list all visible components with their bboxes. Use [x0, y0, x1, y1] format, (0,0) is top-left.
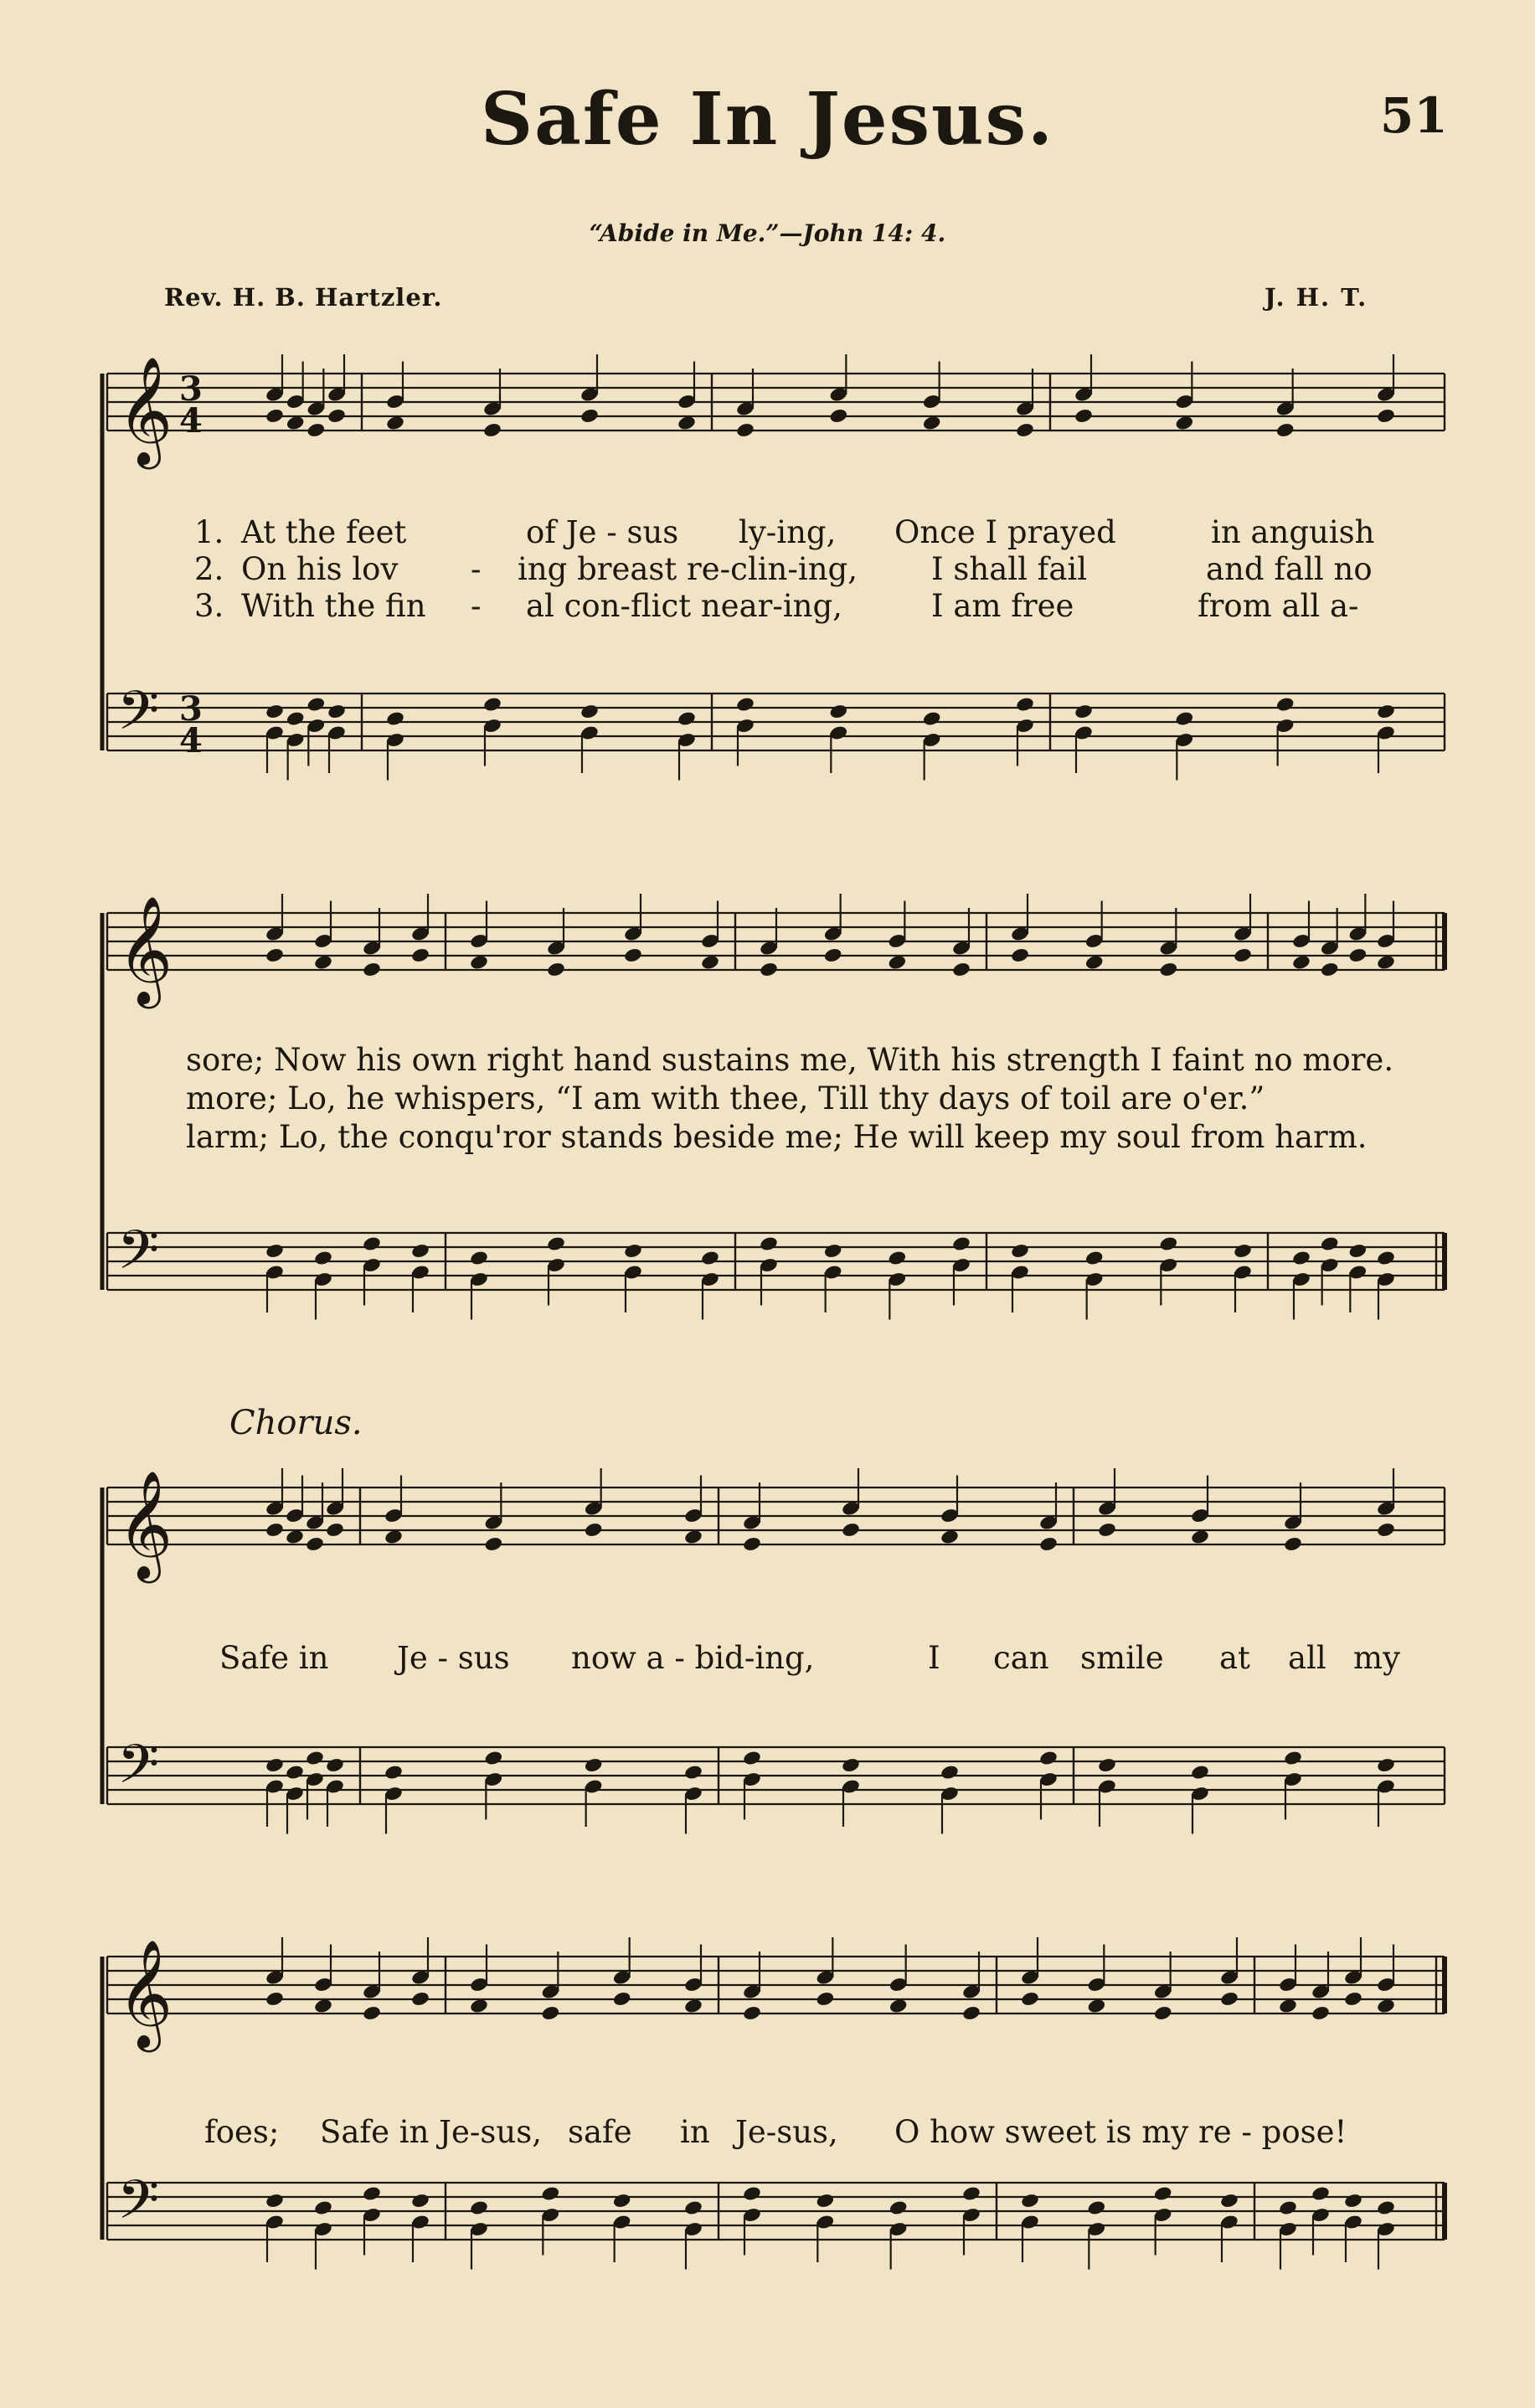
- note-head: [1278, 2199, 1298, 2216]
- note-head: [1233, 947, 1253, 964]
- note-head: [1348, 1243, 1368, 1260]
- lyric-syllable: now a - bid-ing,: [571, 1640, 815, 1676]
- lyric-syllable: ing breast re-clin-ing,: [518, 551, 858, 587]
- note-head: [677, 710, 697, 727]
- lyric-hyphen: -: [471, 551, 482, 587]
- note-head: [759, 1235, 779, 1252]
- note-head: [313, 1250, 333, 1266]
- treble-clef: 𝄞: [117, 356, 173, 465]
- note-head: [841, 1757, 861, 1774]
- note-head: [889, 2199, 909, 2216]
- lyric-syllable: I: [928, 1640, 940, 1676]
- note-head: [742, 1536, 762, 1553]
- note-head: [1038, 1536, 1059, 1553]
- page-number: 51: [1380, 87, 1448, 144]
- note-head: [546, 962, 566, 978]
- note-head: [327, 408, 347, 425]
- author-credit: Rev. H. B. Hartzler.: [164, 283, 443, 312]
- lyric-syllable: at: [1219, 1640, 1250, 1676]
- note-head: [742, 2185, 762, 2202]
- note-head: [305, 1536, 325, 1553]
- verse-3-line: larm; Lo, the conqu'ror stands beside me; He will keep my soul from harm.: [186, 1119, 1368, 1155]
- note-head: [1219, 2193, 1239, 2209]
- note-head: [325, 1757, 345, 1774]
- hymn-title: Safe In Jesus.: [481, 77, 1054, 162]
- note-head: [816, 1991, 836, 2008]
- note-head: [362, 962, 382, 978]
- lyric-syllable: foes;: [204, 2114, 280, 2150]
- note-head: [735, 696, 755, 713]
- note-head: [742, 2005, 762, 2022]
- time-signature: 3: [179, 689, 203, 729]
- note-head: [327, 704, 347, 720]
- treble-clef: 𝄞: [117, 895, 173, 1004]
- note-head: [362, 2185, 382, 2202]
- note-head: [1283, 1750, 1303, 1766]
- note-head: [1175, 710, 1195, 727]
- note-head: [951, 962, 971, 978]
- note-head: [469, 1250, 489, 1266]
- note-head: [410, 1243, 430, 1260]
- note-head: [1376, 1522, 1396, 1539]
- lyric-syllable: from all a-: [1198, 588, 1359, 624]
- note-head: [823, 1243, 843, 1260]
- note-head: [469, 2199, 489, 2216]
- note-head: [584, 1757, 604, 1774]
- treble-clef: 𝄞: [117, 1470, 173, 1579]
- note-head: [841, 1522, 861, 1539]
- note-head: [306, 696, 327, 713]
- note-head: [961, 2005, 981, 2022]
- note-head: [285, 1764, 305, 1781]
- note-head: [1311, 2185, 1331, 2202]
- note-head: [700, 1250, 720, 1266]
- note-head: [362, 1235, 382, 1252]
- note-head: [1233, 1243, 1253, 1260]
- bass-clef: 𝄢: [117, 1219, 160, 1295]
- note-head: [306, 422, 327, 439]
- lyric-syllable: At the feet: [241, 514, 407, 550]
- note-head: [362, 2005, 382, 2022]
- note-head: [951, 1235, 971, 1252]
- lyric-syllable: Once I prayed: [894, 514, 1116, 550]
- note-head: [940, 1764, 960, 1781]
- note-head: [325, 1522, 345, 1539]
- note-head: [286, 710, 306, 727]
- note-head: [816, 2193, 836, 2209]
- note-head: [579, 408, 600, 425]
- note-head: [305, 1750, 325, 1766]
- lyric-syllable: all: [1288, 1640, 1326, 1676]
- note-head: [612, 2193, 632, 2209]
- note-head: [1343, 1991, 1363, 2008]
- lyric-syllable: On his lov: [241, 551, 399, 587]
- note-head: [1275, 422, 1295, 439]
- treble-clef: 𝄞: [117, 1939, 173, 2048]
- verse-1-line: sore; Now his own right hand sustains me, With his strength I faint no more.: [186, 1042, 1394, 1078]
- time-signature: 3: [179, 369, 203, 409]
- note-head: [541, 2185, 561, 2202]
- note-head: [683, 2199, 703, 2216]
- lyric-syllable: ly-ing,: [739, 514, 837, 550]
- note-head: [735, 422, 755, 439]
- note-head: [1376, 408, 1396, 425]
- note-head: [1087, 2199, 1107, 2216]
- note-head: [579, 704, 600, 720]
- note-head: [410, 1991, 430, 2008]
- note-head: [584, 1522, 604, 1539]
- note-head: [384, 1764, 404, 1781]
- note-head: [1074, 408, 1094, 425]
- note-head: [1320, 1235, 1340, 1252]
- note-head: [265, 408, 285, 425]
- note-head: [265, 1757, 285, 1774]
- note-head: [961, 2185, 981, 2202]
- lyric-syllable: can: [993, 1640, 1049, 1676]
- lyric-syllable: Je-sus,: [735, 2114, 838, 2150]
- bass-clef: 𝄢: [117, 2169, 160, 2245]
- note-head: [683, 1764, 703, 1781]
- note-head: [1020, 1991, 1040, 2008]
- note-head: [1376, 704, 1396, 720]
- note-head: [823, 947, 843, 964]
- note-head: [1097, 1757, 1117, 1774]
- note-head: [1376, 2199, 1396, 2216]
- verse-number: 2.: [194, 551, 224, 587]
- note-head: [1283, 1536, 1303, 1553]
- note-head: [612, 1991, 632, 2008]
- note-head: [541, 2005, 561, 2022]
- note-head: [484, 1750, 504, 1766]
- time-signature: 4: [179, 401, 203, 441]
- note-head: [265, 1991, 285, 2008]
- note-head: [1159, 962, 1179, 978]
- lyric-syllable: O how sweet is my re - pose!: [894, 2114, 1347, 2150]
- verse-2-line: [194, 551, 1373, 587]
- note-head: [265, 2193, 285, 2209]
- note-head: [922, 710, 942, 727]
- note-head: [265, 1522, 285, 1539]
- bass-clef: 𝄢: [117, 1734, 160, 1809]
- note-head: [313, 2199, 333, 2216]
- note-head: [482, 422, 502, 439]
- note-head: [484, 1536, 504, 1553]
- lyric-syllable: in anguish: [1211, 514, 1375, 550]
- note-head: [1074, 704, 1094, 720]
- note-head: [1291, 1250, 1311, 1266]
- note-head: [1348, 947, 1368, 964]
- note-head: [265, 947, 285, 964]
- note-head: [742, 1750, 762, 1766]
- note-head: [1376, 1757, 1396, 1774]
- time-signature: 4: [179, 721, 203, 761]
- note-head: [623, 947, 643, 964]
- note-head: [1084, 1250, 1105, 1266]
- note-head: [1015, 696, 1035, 713]
- note-head: [1038, 1750, 1059, 1766]
- lyric-syllable: Safe in Je-sus,: [320, 2114, 542, 2150]
- note-head: [410, 947, 430, 964]
- note-head: [1015, 422, 1035, 439]
- lyric-syllable: al con-flict near-ing,: [526, 588, 842, 624]
- note-head: [265, 1243, 285, 1260]
- note-head: [1190, 1764, 1210, 1781]
- lyric-syllable: my: [1353, 1640, 1400, 1676]
- composer-credit: J. H. T.: [1265, 283, 1368, 312]
- note-head: [829, 408, 849, 425]
- verse-number: 3.: [194, 588, 224, 624]
- note-head: [1097, 1522, 1117, 1539]
- note-head: [482, 696, 502, 713]
- note-head: [1219, 1991, 1239, 2008]
- note-head: [759, 962, 779, 978]
- lyric-syllable: in: [680, 2114, 710, 2150]
- note-head: [888, 1250, 908, 1266]
- lyric-syllable: and fall no: [1206, 551, 1373, 587]
- note-head: [1020, 2193, 1040, 2209]
- note-head: [1153, 2185, 1173, 2202]
- note-head: [1320, 962, 1340, 978]
- verse-3-line: [194, 588, 1359, 624]
- lyric-hyphen: -: [471, 588, 482, 624]
- verse-number: 1.: [194, 514, 224, 550]
- note-head: [623, 1243, 643, 1260]
- lyric-syllable: safe: [568, 2114, 632, 2150]
- note-head: [1159, 1235, 1179, 1252]
- note-head: [1376, 1250, 1396, 1266]
- lyric-syllable: Je - sus: [397, 1640, 510, 1676]
- chorus-label: Chorus.: [229, 1404, 363, 1442]
- lyric-syllable: With the fin: [241, 588, 426, 624]
- note-head: [1153, 2005, 1173, 2022]
- note-head: [1311, 2005, 1331, 2022]
- verse-1-line: [194, 514, 1375, 550]
- lyric-syllable: I am free: [931, 588, 1074, 624]
- lyric-syllable: smile: [1080, 1640, 1164, 1676]
- note-head: [265, 704, 285, 720]
- verse-2-line: more; Lo, he whispers, “I am with thee, Till thy days of toil are o'er.”: [186, 1080, 1265, 1116]
- note-head: [410, 2193, 430, 2209]
- note-head: [546, 1235, 566, 1252]
- note-head: [1010, 1243, 1030, 1260]
- bass-clef: 𝄢: [117, 680, 160, 755]
- lyric-syllable: Safe in: [219, 1640, 329, 1676]
- lyric-syllable: I shall fail: [931, 551, 1088, 587]
- note-head: [1275, 696, 1295, 713]
- scripture-epigraph: “Abide in Me.”—John 14: 4.: [589, 219, 946, 247]
- note-head: [1010, 947, 1030, 964]
- note-head: [829, 704, 849, 720]
- note-head: [1343, 2193, 1363, 2209]
- lyric-syllable: of Je - sus: [526, 514, 679, 550]
- note-head: [385, 710, 405, 727]
